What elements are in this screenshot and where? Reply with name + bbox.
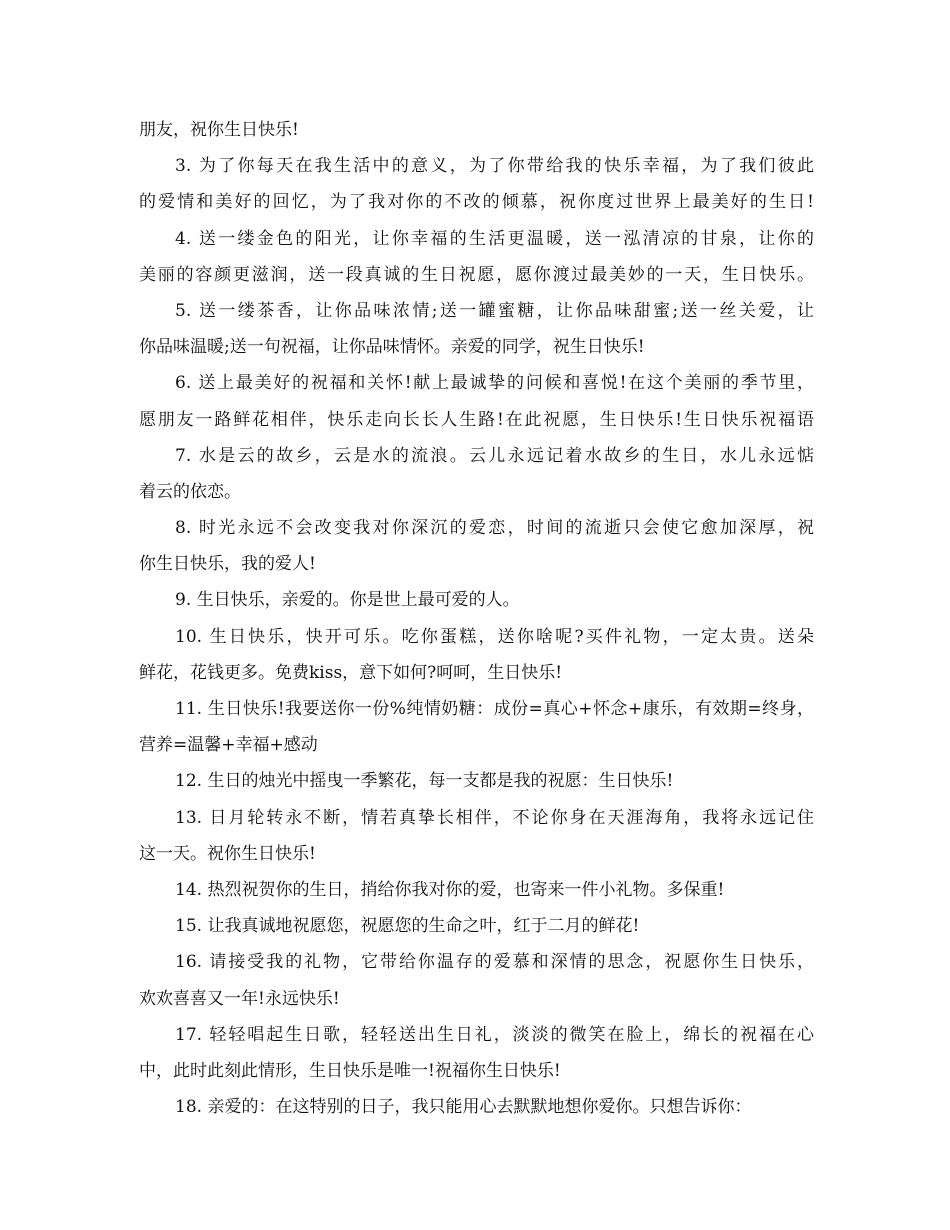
text-line: 10. 生日快乐，快开可乐。吃你蛋糕，送你啥呢?买件礼物，一定太贵。送朵 — [175, 626, 814, 647]
text-line: 15. 让我真诚地祝愿您，祝愿您的生命之叶，红于二月的鲜花! — [175, 916, 640, 937]
text-line: 8. 时光永远不会改变我对你深沉的爱恋，时间的流逝只会使它愈加深厚，祝 — [175, 518, 814, 539]
text-line: 3. 为了你每天在我生活中的意义，为了你带给我的快乐幸福，为了我们彼此 — [175, 156, 814, 177]
text-line: 你品味温暖;送一句祝福，让你品味情怀。亲爱的同学，祝生日快乐! — [139, 337, 645, 358]
text-line: 18. 亲爱的：在这特别的日子，我只能用心去默默地想你爱你。只想告诉你： — [175, 1097, 752, 1118]
text-line: 中，此时此刻此情形，生日快乐是唯一!祝福你生日快乐! — [139, 1060, 561, 1081]
text-line: 6. 送上最美好的祝福和关怀!献上最诚挚的问候和喜悦!在这个美丽的季节里， — [175, 373, 814, 394]
text-line: 这一天。祝你生日快乐! — [139, 843, 316, 864]
text-line: 欢欢喜喜又一年!永远快乐! — [139, 988, 340, 1009]
text-line: 美丽的容颜更滋润，送一段真诚的生日祝愿，愿你渡过最美妙的一天，生日快乐。 — [139, 264, 814, 285]
text-line: 你生日快乐，我的爱人! — [139, 554, 316, 575]
text-line: 14. 热烈祝贺你的生日，捎给你我对你的爱，也寄来一件小礼物。多保重! — [175, 879, 725, 900]
text-line: 的爱情和美好的回忆，为了我对你的不改的倾慕，祝你度过世界上最美好的生日! — [139, 192, 814, 213]
text-line: 11. 生日快乐!我要送你一份%纯情奶糖：成份=真心+怀念+康乐，有效期=终身， — [175, 699, 814, 719]
text-line: 着云的依恋。 — [139, 481, 241, 502]
text-line: 12. 生日的烛光中摇曳一季繁花，每一支都是我的祝愿：生日快乐! — [175, 771, 674, 792]
text-line: 5. 送一缕茶香，让你品味浓情;送一罐蜜糖，让你品味甜蜜;送一丝关爱，让 — [175, 300, 814, 321]
text-line: 鲜花，花钱更多。免费kiss，意下如何?呵呵，生日快乐! — [139, 662, 563, 683]
text-line: 朋友，祝你生日快乐! — [139, 120, 299, 140]
text-line: 9. 生日快乐，亲爱的。你是世上最可爱的人。 — [175, 590, 520, 611]
text-line: 愿朋友一路鲜花相伴，快乐走向长长人生路!在此祝愿，生日快乐!生日快乐祝福语 — [139, 409, 814, 430]
text-line: 营养=温馨+幸福+感动 — [139, 735, 318, 756]
text-line: 7. 水是云的故乡，云是水的流浪。云儿永远记着水故乡的生日，水儿永远惦 — [175, 445, 814, 466]
text-line: 16. 请接受我的礼物，它带给你温存的爱慕和深情的思念，祝愿你生日快乐， — [175, 952, 814, 973]
text-line: 13. 日月轮转永不断，情若真挚长相伴，不论你身在天涯海角，我将永远记住 — [175, 807, 814, 828]
text-line: 4. 送一缕金色的阳光，让你幸福的生活更温暖，送一泓清凉的甘泉，让你的 — [175, 228, 814, 249]
document-body — [139, 112, 814, 1125]
text-line: 17. 轻轻唱起生日歌，轻轻送出生日礼，淡淡的微笑在脸上，绵长的祝福在心 — [175, 1024, 814, 1045]
